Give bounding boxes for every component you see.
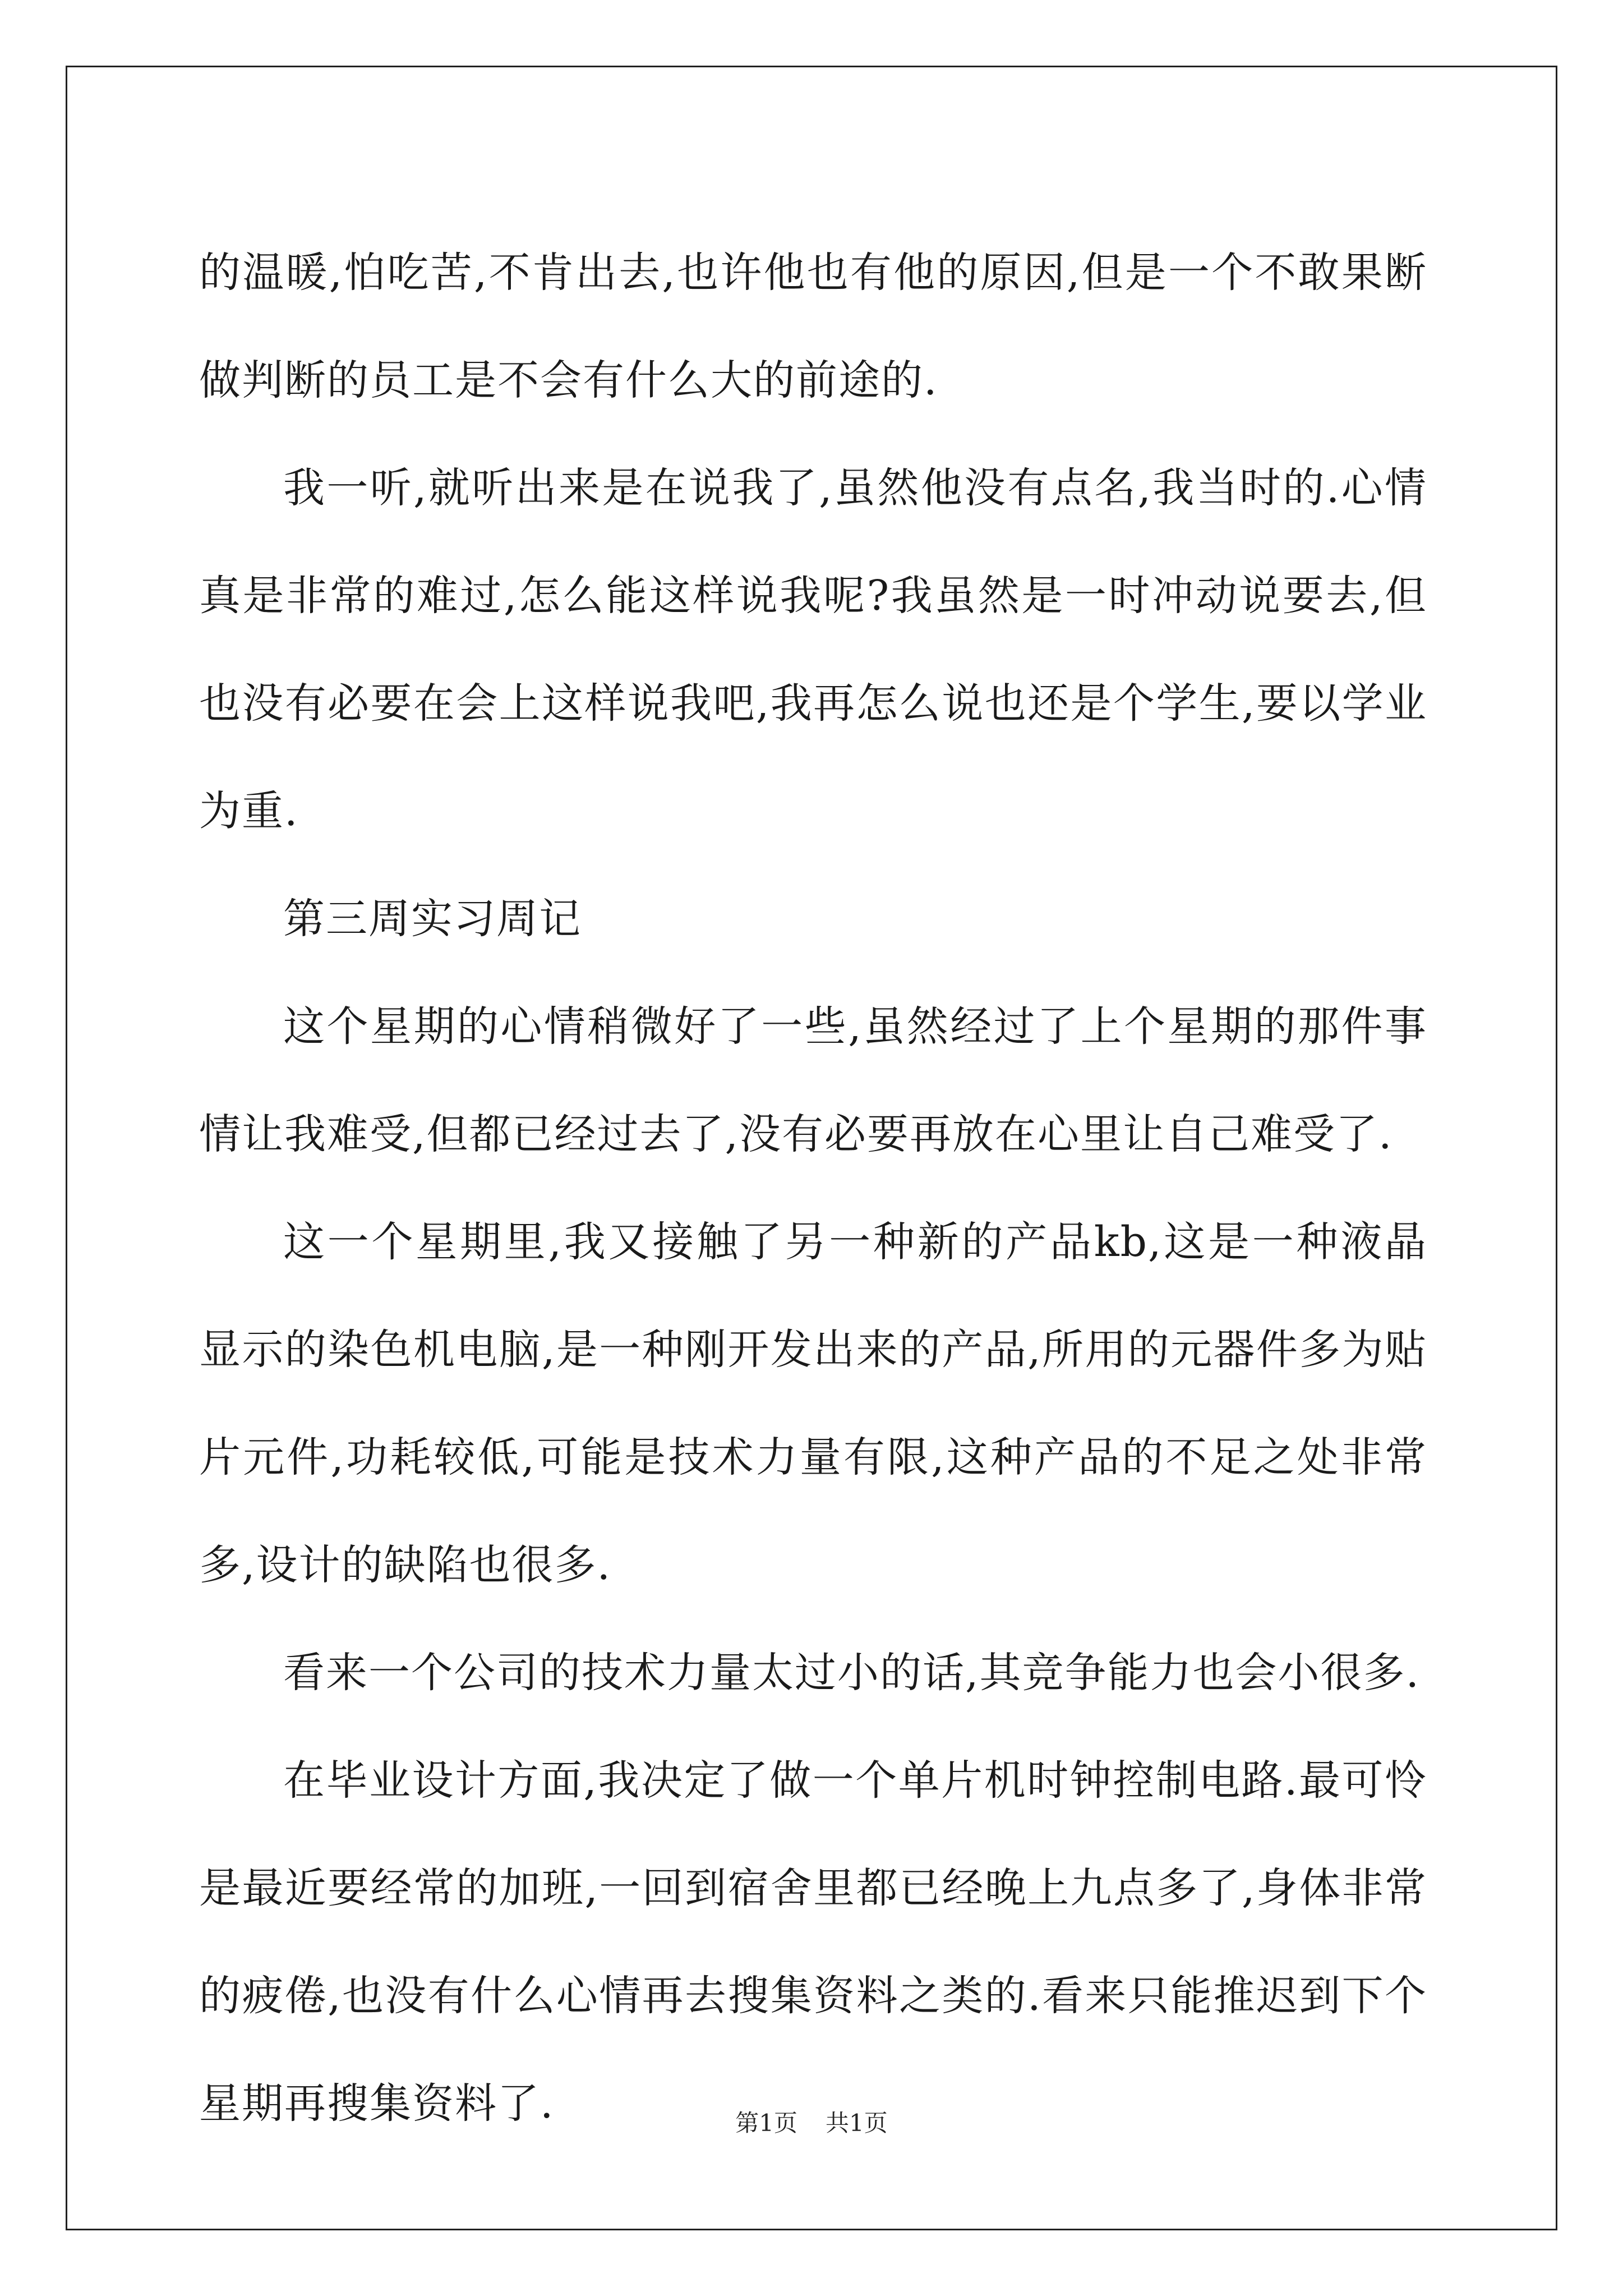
page-number: 第1页: [735, 2109, 797, 2137]
paragraph-3: 这个星期的心情稍微好了一些,虽然经过了上个星期的那件事情让我难受,但都已经过去了,没有必要再放在心里让自己难受了.: [199, 1002, 1427, 1158]
page-footer: [0, 2106, 1623, 2140]
paragraph-5: 看来一个公司的技术力量太过小的话,其竞争能力也会小很多.: [283, 1649, 1421, 1697]
section-heading: 第三周实习周记: [283, 895, 582, 943]
document-body: [199, 219, 1427, 2157]
paragraph-1: 的温暖,怕吃苦,不肯出去,也许他也有他的原因,但是一个不敢果断做判断的员工是不会有什么大的前途的.: [199, 249, 1427, 404]
page-total: 共1页: [826, 2109, 888, 2137]
paragraph-4: 这一个星期里,我又接触了另一种新的产品kb,这是一种液晶显示的染色机电脑,是一种刚开发出来的产品,所用的元器件多为贴片元件,功耗较低,可能是技术力量有限,这种产品的不足之处非常多,设计的缺陷也很多.: [199, 1218, 1427, 1589]
paragraph-6: 在毕业设计方面,我决定了做一个单片机时钟控制电路.最可怜是最近要经常的加班,一回到宿舍里都已经晚上九点多了,身体非常的疲倦,也没有什么心情再去搜集资料之类的.看来只能推迟到下个星期再搜集资料了.: [199, 1756, 1427, 2128]
paragraph-2: 我一听,就听出来是在说我了,虽然他没有点名,我当时的.心情真是非常的难过,怎么能这样说我呢?我虽然是一时冲动说要去,但也没有必要在会上这样说我吧,我再怎么说也还是个学生,要以学业为重.: [199, 464, 1427, 835]
